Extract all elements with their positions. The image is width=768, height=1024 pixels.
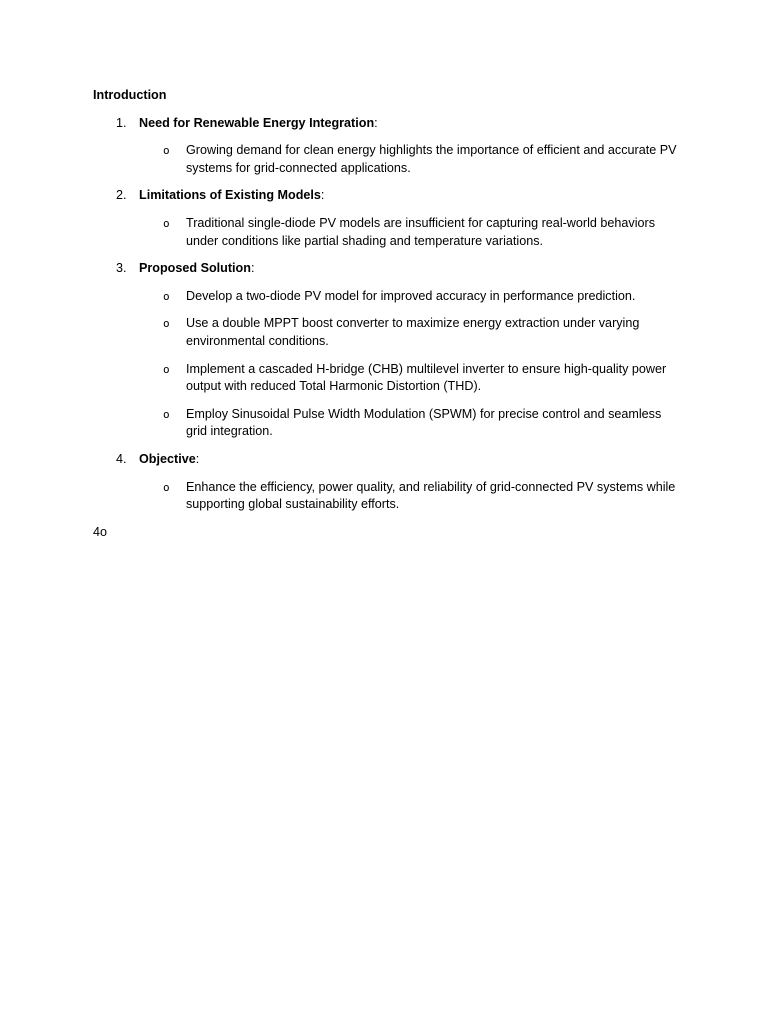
bullet-icon: o xyxy=(163,216,170,230)
item-title-suffix: : xyxy=(250,261,255,276)
bullet-icon: o xyxy=(163,317,170,331)
item-number: 3. xyxy=(116,261,127,276)
bullet-icon: o xyxy=(163,480,170,494)
sub-bullet-item xyxy=(139,215,683,250)
numbered-list xyxy=(93,115,683,514)
item-title-suffix: : xyxy=(374,115,378,130)
bullet-text: Implement a cascaded H-bridge (CHB) multilevel inverter to ensure high-quality power output with reduced Total Harmonic Distortion (THD). xyxy=(186,361,667,394)
sub-bullet-list xyxy=(139,215,683,250)
item-number: 1. xyxy=(116,115,127,130)
bullet-icon: o xyxy=(163,144,170,158)
numbered-item xyxy=(93,260,683,441)
bullet-icon: o xyxy=(163,407,170,421)
item-number: 2. xyxy=(116,188,127,203)
document-content xyxy=(93,87,683,541)
item-title: Objective xyxy=(139,451,196,466)
bullet-icon: o xyxy=(163,362,170,376)
sub-bullet-item xyxy=(139,142,683,177)
item-number: 4. xyxy=(116,451,127,466)
bullet-text: Use a double MPPT boost converter to maximize energy extraction under varying environmental conditions. xyxy=(186,316,640,348)
sub-bullet-item xyxy=(139,288,683,306)
item-title: Proposed Solution xyxy=(139,261,251,276)
item-title-suffix: : xyxy=(195,451,200,466)
bullet-text: Traditional single-diode PV models are insufficient for capturing real-world behaviors under conditions like partial shading and temperature variations. xyxy=(186,215,656,248)
trailing-text: 4o xyxy=(93,524,108,539)
sub-bullet-item xyxy=(139,315,683,350)
sub-bullet-item xyxy=(139,479,683,514)
numbered-item xyxy=(93,115,683,178)
section-heading: Introduction xyxy=(93,88,167,102)
sub-bullet-list xyxy=(139,288,683,441)
bullet-icon: o xyxy=(163,289,170,303)
bullet-text: Employ Sinusoidal Pulse Width Modulation (SPWM) for precise control and seamless grid integration. xyxy=(186,406,662,439)
item-title: Need for Renewable Energy Integration xyxy=(139,115,375,130)
item-title-suffix: : xyxy=(320,188,325,203)
sub-bullet-item xyxy=(139,361,683,396)
sub-bullet-list xyxy=(139,142,683,177)
numbered-item xyxy=(93,187,683,250)
sub-bullet-list xyxy=(139,479,683,514)
item-title: Limitations of Existing Models xyxy=(139,188,321,203)
sub-bullet-item xyxy=(139,406,683,441)
bullet-text: Enhance the efficiency, power quality, and reliability of grid-connected PV systems while supporting global sustainability efforts. xyxy=(186,479,676,512)
bullet-text: Develop a two-diode PV model for improved accuracy in performance prediction. xyxy=(186,288,636,303)
numbered-item xyxy=(93,451,683,514)
bullet-text: Growing demand for clean energy highlights the importance of efficient and accurate PV systems for grid-connected applications. xyxy=(186,143,677,175)
